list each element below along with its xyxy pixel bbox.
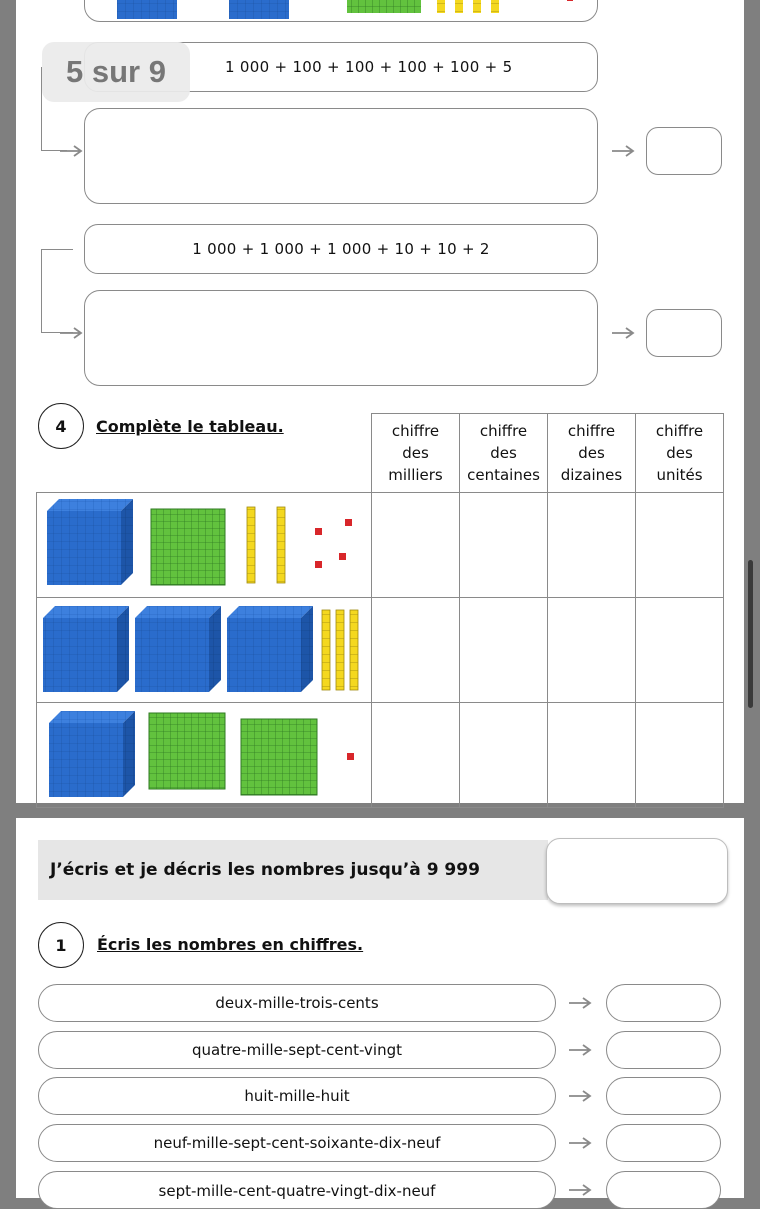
unit-cube: [567, 0, 573, 1]
ten-rod: [437, 0, 445, 13]
arrow-right-icon: [569, 1043, 595, 1057]
answer-box-2[interactable]: [84, 290, 598, 386]
ten-rod: [336, 610, 344, 690]
ten-rod: [455, 0, 463, 13]
arrow-right-icon: [569, 1136, 595, 1150]
unit-cube: [345, 519, 352, 526]
header-units-line3: unités: [656, 466, 703, 484]
input-cell-units[interactable]: [636, 493, 724, 598]
ten-rod: [491, 0, 499, 13]
blocks-row1-illustration: [37, 493, 371, 593]
unit-cube: [315, 561, 322, 568]
number-answer-box-2[interactable]: [606, 1031, 721, 1069]
input-cell-tens[interactable]: [548, 493, 636, 598]
exercise-number-1: 1: [38, 922, 84, 968]
arrow-right-icon: [60, 144, 86, 158]
hundred-flat: [149, 713, 225, 789]
thousand-cube: [47, 499, 133, 585]
top-block-illustration: [85, 0, 598, 22]
result-box-1[interactable]: [646, 127, 722, 175]
ten-rod: [247, 507, 255, 583]
table-corner-empty: [37, 414, 372, 493]
thousand-cube: [43, 606, 129, 692]
input-cell-hundreds[interactable]: [460, 493, 548, 598]
header-tens: [548, 414, 636, 493]
arrow-right-icon: [612, 144, 638, 158]
thousand-cube: [229, 0, 289, 19]
thousand-cube: [117, 0, 177, 19]
arrow-right-icon: [60, 326, 86, 340]
input-cell-thousands[interactable]: [372, 598, 460, 703]
place-value-table: [36, 413, 724, 808]
number-answer-box-4[interactable]: [606, 1124, 721, 1162]
number-answer-box-1[interactable]: [606, 984, 721, 1022]
exercise-number-4: 4: [38, 403, 84, 449]
blocks-display-box: [84, 0, 598, 22]
number-word-pill-1: deux-mille-trois-cents: [38, 984, 556, 1022]
result-box-2[interactable]: [646, 309, 722, 357]
expression-pill-2: [84, 224, 598, 274]
header-hundreds-line2: des: [490, 444, 517, 462]
section-score-box[interactable]: [546, 838, 728, 904]
exercise-instruction-1: Écris les nombres en chiffres.: [97, 935, 364, 954]
ten-rod: [277, 507, 285, 583]
number-word-pill-4: neuf-mille-sept-cent-soixante-dix-neuf: [38, 1124, 556, 1162]
worksheet-page-5: [16, 0, 744, 803]
header-hundreds: [460, 414, 548, 493]
thousand-cube: [227, 606, 313, 692]
bracket-connector-2: [41, 249, 73, 333]
table-row: [37, 493, 724, 598]
blocks-row2-illustration: [37, 598, 371, 698]
header-units: [636, 414, 724, 493]
arrow-right-icon: [569, 996, 595, 1010]
ten-rod: [350, 610, 358, 690]
worksheet-page-6: [16, 818, 744, 1198]
header-thousands: [372, 414, 460, 493]
page-indicator-badge: 5 sur 9: [42, 42, 190, 102]
input-cell-thousands[interactable]: [372, 703, 460, 808]
number-word-pill-5: sept-mille-cent-quatre-vingt-dix-neuf: [38, 1171, 556, 1209]
header-tens-line1: chiffre: [567, 422, 616, 440]
table-row: [37, 598, 724, 703]
table-row: [37, 703, 724, 808]
blocks-cell-row3: [37, 703, 372, 808]
hundred-flat: [241, 719, 317, 795]
input-cell-hundreds[interactable]: [460, 703, 548, 808]
header-thousands-line1: chiffre: [391, 422, 440, 440]
input-cell-tens[interactable]: [548, 598, 636, 703]
unit-cube: [347, 753, 354, 760]
vertical-scrollbar[interactable]: [748, 560, 753, 708]
ten-rod: [322, 610, 330, 690]
expression-text-1: 1 000 + 100 + 100 + 100 + 100 + 5: [225, 58, 513, 76]
arrow-right-icon: [569, 1183, 595, 1197]
header-thousands-line2: des: [402, 444, 429, 462]
section-title-banner: J’écris et je décris les nombres jusqu’à 9 999: [38, 840, 548, 900]
header-thousands-line3: milliers: [388, 466, 443, 484]
number-answer-box-5[interactable]: [606, 1171, 721, 1209]
arrow-right-icon: [569, 1089, 595, 1103]
answer-box-1[interactable]: [84, 108, 598, 204]
expression-text-2: 1 000 + 1 000 + 1 000 + 10 + 10 + 2: [192, 240, 490, 258]
thousand-cube: [135, 606, 221, 692]
thousand-cube: [49, 711, 135, 797]
number-word-pill-2: quatre-mille-sept-cent-vingt: [38, 1031, 556, 1069]
header-tens-line3: dizaines: [560, 466, 623, 484]
input-cell-thousands[interactable]: [372, 493, 460, 598]
arrow-right-icon: [612, 326, 638, 340]
input-cell-tens[interactable]: [548, 703, 636, 808]
input-cell-units[interactable]: [636, 703, 724, 808]
header-units-line2: des: [666, 444, 693, 462]
blocks-cell-row1: [37, 493, 372, 598]
header-tens-line2: des: [578, 444, 605, 462]
number-answer-box-3[interactable]: [606, 1077, 721, 1115]
exercise-instruction-4: Complète le tableau.: [96, 417, 284, 436]
header-hundreds-line3: centaines: [467, 466, 540, 484]
hundred-flat: [347, 0, 421, 13]
ten-rod: [473, 0, 481, 13]
header-units-line1: chiffre: [655, 422, 704, 440]
header-hundreds-line1: chiffre: [479, 422, 528, 440]
hundred-flat: [151, 509, 225, 585]
blocks-cell-row2: [37, 598, 372, 703]
blocks-row3-illustration: [37, 703, 371, 803]
unit-cube: [339, 553, 346, 560]
number-word-pill-3: huit-mille-huit: [38, 1077, 556, 1115]
input-cell-units[interactable]: [636, 598, 724, 703]
input-cell-hundreds[interactable]: [460, 598, 548, 703]
unit-cube: [315, 528, 322, 535]
